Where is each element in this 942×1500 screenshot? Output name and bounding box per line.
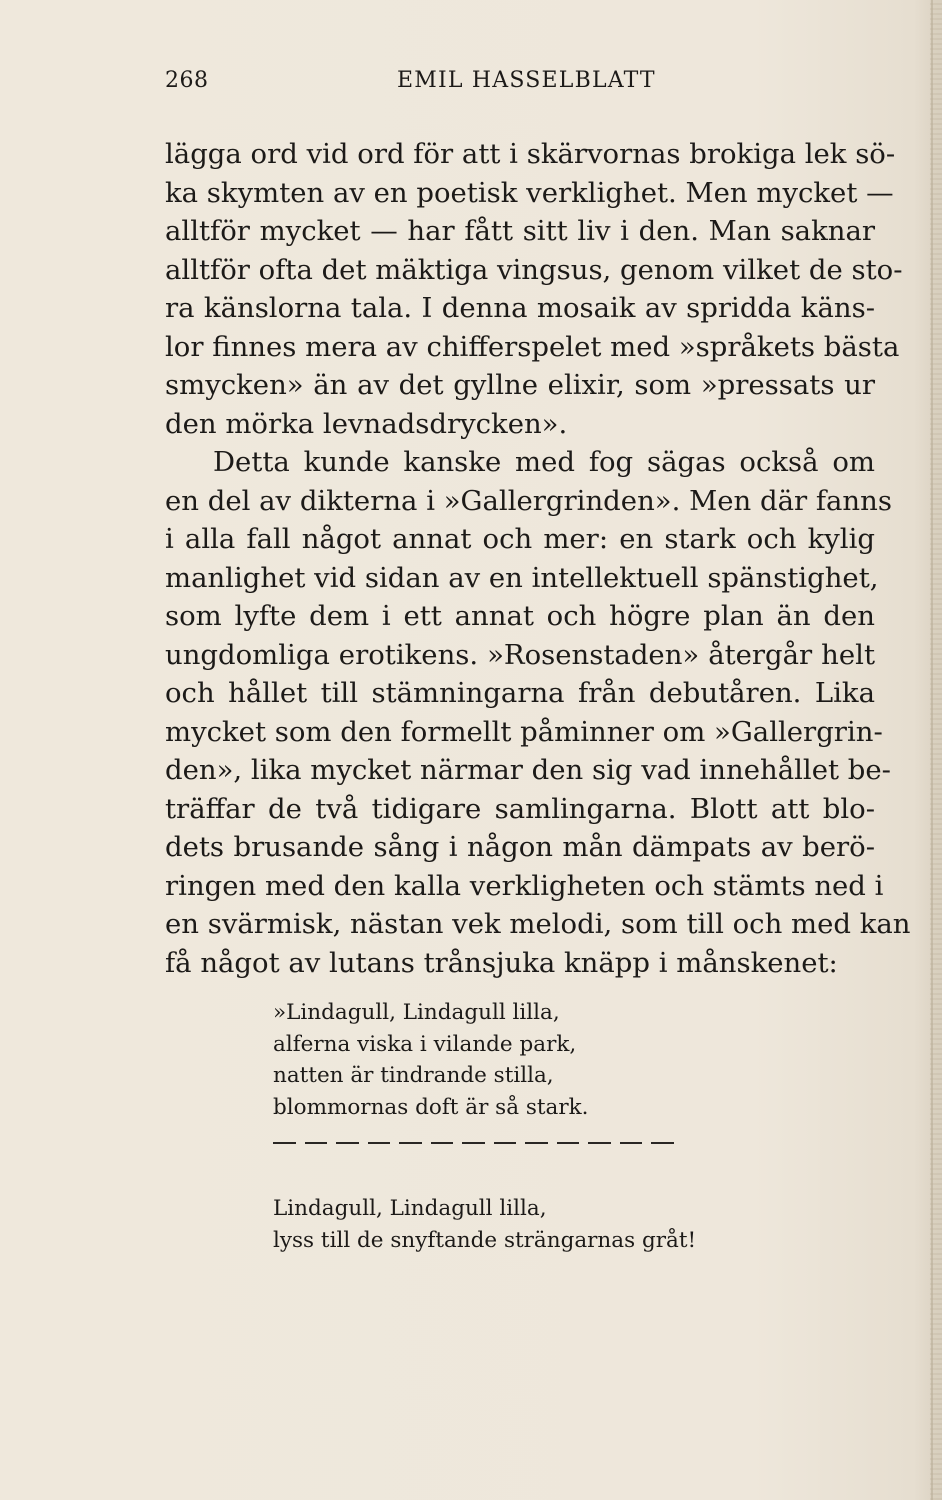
text-line: lägga ord vid ord för att i skärvornas brokiga lek sö-: [165, 138, 896, 170]
text-line: den mörka levnadsdrycken».: [165, 407, 568, 440]
text-line: Detta kunde kanske med fog sägas också om: [213, 446, 875, 478]
dash: [431, 1142, 454, 1144]
dash: [588, 1142, 611, 1144]
text-line: som lyfte dem i ett annat och högre plan än den: [165, 600, 875, 632]
omission-dashes: [273, 1125, 713, 1161]
verse-line: lyss till de snyftande strängarnas gråt!: [273, 1227, 697, 1253]
text-line: manlighet vid sidan av en intellektuell spänstighet,: [165, 561, 879, 594]
text-line: smycken» än av det gyllne elixir, som »pressats ur: [165, 369, 875, 401]
text-line: i alla fall något annat och mer: en stark och kylig: [165, 523, 875, 555]
dash: [368, 1142, 391, 1144]
text-line: alltför ofta det mäktiga vingsus, genom vilket de sto-: [165, 253, 903, 286]
body-text: [165, 135, 911, 982]
text-line: den», lika mycket närmar den sig vad innehållet be-: [165, 754, 891, 786]
verse-line: natten är tindrande stilla,: [273, 1063, 554, 1088]
verse-line: blommornas doft är så stark.: [273, 1094, 589, 1120]
text-line: ringen med den kalla verkligheten och stämts ned i: [165, 869, 884, 902]
text-line: mycket som den formellt påminner om »Gallergrin-: [165, 715, 883, 748]
dash: [494, 1142, 517, 1144]
verse-line: »Lindagull, Lindagull lilla,: [273, 1000, 560, 1025]
running-head: [165, 68, 875, 102]
running-title: EMIL HASSELBLATT: [397, 68, 656, 93]
text-line: få något av lutans trånsjuka knäpp i månskenet:: [165, 946, 838, 979]
dash: [336, 1142, 359, 1144]
text-line: ra känslorna tala. I denna mosaik av spridda käns-: [165, 292, 875, 324]
page-number: 268: [165, 68, 209, 93]
text-line: en svärmisk, nästan vek melodi, som till och med kan: [165, 908, 911, 940]
text-line: en del av dikterna i »Gallergrinden». Men där fanns: [165, 484, 892, 517]
text-line: lor finnes mera av chifferspelet med »språkets bästa: [165, 330, 900, 363]
text-line: och hållet till stämningarna från debutåren. Lika: [165, 677, 875, 709]
text-line: dets brusande sång i någon mån dämpats av berö-: [165, 831, 875, 863]
dash: [399, 1142, 422, 1144]
text-line: alltför mycket — har fått sitt liv i den. Man saknar: [165, 215, 875, 247]
dash: [557, 1142, 580, 1144]
page-edge-line: [931, 0, 933, 1500]
text-line: ungdomliga erotikens. »Rosenstaden» återgår helt: [165, 638, 875, 671]
text-line: ka skymten av en poetisk verklighet. Men mycket —: [165, 176, 894, 209]
verse-line: alferna viska i vilande park,: [273, 1031, 577, 1057]
verse-stanza-2: [273, 1193, 713, 1256]
text-line: träffar de två tidigare samlingarna. Blott att blo-: [165, 792, 875, 825]
dash: [525, 1142, 548, 1144]
dash: [620, 1142, 643, 1144]
verse-line: Lindagull, Lindagull lilla,: [273, 1196, 547, 1221]
verse-stanza-1: [273, 997, 713, 1123]
dash: [462, 1142, 485, 1144]
verse-quote: [273, 997, 713, 1256]
dash: [305, 1142, 328, 1144]
dash: [651, 1142, 674, 1144]
dash: [273, 1142, 296, 1144]
